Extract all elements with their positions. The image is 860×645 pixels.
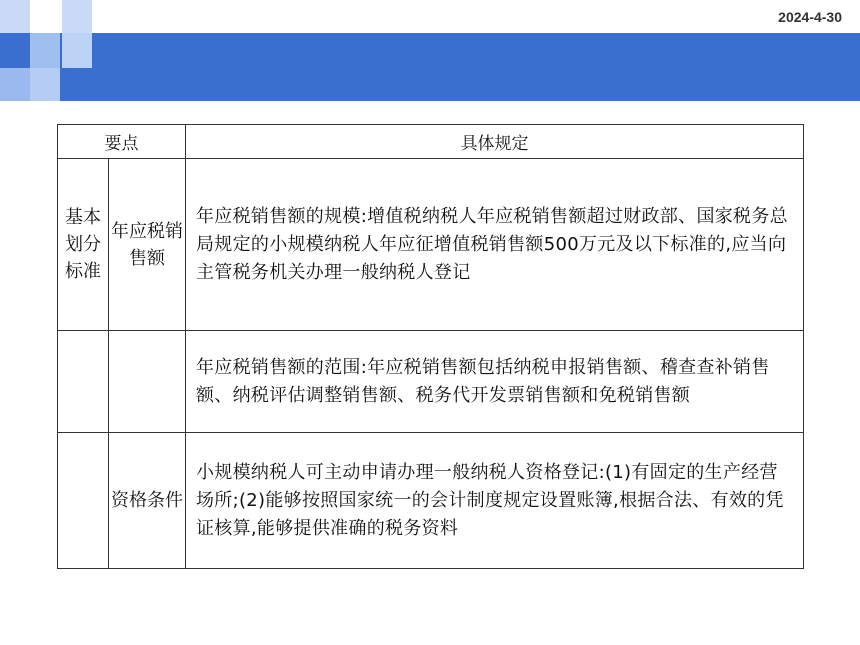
rule-cell: 年应税销售额的规模:增值税纳税人年应税销售额超过财政部、国家税务总局规定的小规模纳税人年应征增值税销售额500万元及以下标准的,应当向主管税务机关办理一般纳税人登记 (186, 159, 804, 331)
subcategory-cell: 年应税销售额 (109, 159, 186, 331)
decor-tile (0, 0, 30, 33)
decor-tile (30, 68, 60, 101)
decor-tile (62, 0, 92, 33)
rules-table (57, 124, 804, 569)
subcategory-cell: 资格条件 (109, 433, 186, 569)
rule-cell: 小规模纳税人可主动申请办理一般纳税人资格登记:(1)有固定的生产经营场所;(2)能够按照国家统一的会计制度规定设置账簿,根据合法、有效的凭证核算,能够提供准确的税务资料 (186, 433, 804, 569)
column-header-key-points: 要点 (58, 125, 186, 159)
table-row (58, 433, 804, 569)
header-banner (0, 33, 860, 101)
rule-cell: 年应税销售额的范围:年应税销售额包括纳税申报销售额、稽查查补销售额、纳税评估调整销售额、税务代开发票销售额和免税销售额 (186, 331, 804, 433)
category-cell: 基本划分标准 (58, 159, 109, 331)
table-header-row (58, 125, 804, 159)
category-cell (58, 331, 109, 433)
decor-tile (0, 68, 30, 101)
column-header-specific-rules: 具体规定 (186, 125, 804, 159)
table-row (58, 331, 804, 433)
subcategory-cell (109, 331, 186, 433)
category-cell (58, 433, 109, 569)
slide-date: 2024-4-30 (778, 9, 842, 25)
table-row (58, 159, 804, 331)
decor-tile (30, 33, 60, 68)
decor-tile (62, 33, 92, 68)
